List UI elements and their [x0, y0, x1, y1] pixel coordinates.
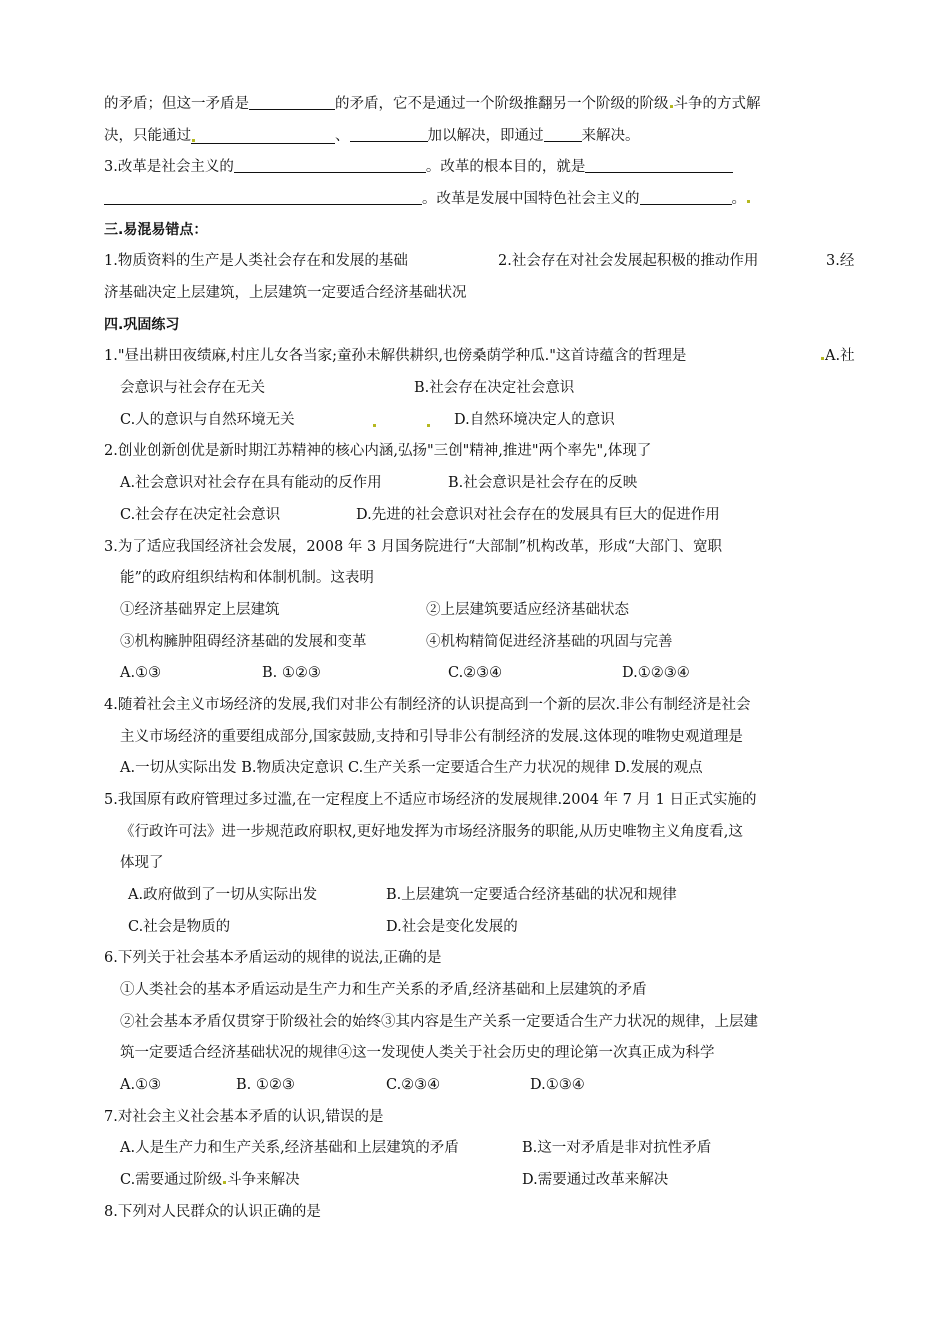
- text: 1.物质资料的生产是人类社会存在和发展的基础: [104, 253, 408, 269]
- text: 3.改革是社会主义的: [104, 159, 234, 175]
- text: 3.经: [826, 253, 855, 269]
- q6-statement-2: ②社会基本矛盾仅贯穿于阶级社会的始终③其内容是生产关系一定要适合生产力状况的规律，上层建: [120, 1014, 758, 1030]
- text: 的矛盾，它不是通过一个阶级推翻另一个阶级的阶级: [335, 96, 669, 112]
- text: 决，只能通过: [104, 128, 191, 144]
- q7-option-b: B.这一对矛盾是非对抗性矛盾: [522, 1140, 712, 1156]
- q7-option-d: D.需要通过改革来解决: [522, 1172, 669, 1188]
- text: 2.社会存在对社会发展起积极的推动作用: [498, 253, 759, 269]
- answer-blank: [585, 157, 733, 173]
- q6-option-b: B. ①②③: [236, 1077, 295, 1093]
- section-3-title: 三.易混易错点：: [104, 222, 208, 238]
- q2-option-d: D.先进的社会意识对社会存在的发展具有巨大的促进作用: [356, 507, 720, 523]
- q3-answers: [120, 663, 690, 683]
- q7-stem: 7.对社会主义社会基本矛盾的认识,错误的是: [104, 1109, 384, 1125]
- q1-line-3: [120, 410, 615, 430]
- text: 加以解决，即通过: [427, 128, 544, 144]
- fill-blank-line-4: [104, 189, 751, 209]
- q4-options: A.一切从实际出发 B.物质决定意识 C.生产关系一定要适合生产力状况的规律 D.发展的观点: [120, 760, 703, 776]
- q2-stem: 2.创业创新创优是新时期江苏精神的核心内涵,弘扬"三创"精神,推进"两个率先",体现了: [104, 443, 652, 459]
- answer-blank: [104, 189, 422, 205]
- q4-stem-1: 4.随着社会主义市场经济的发展,我们对非公有制经济的认识提高到一个新的层次.非公有制经济是社会: [104, 697, 751, 713]
- q5-option-d: D.社会是变化发展的: [386, 919, 518, 935]
- q5-stem-2: 《行政许可法》进一步规范政府职权,更好地发挥为市场经济服务的职能,从历史唯物主义角度看,这: [120, 824, 743, 840]
- q6-answers: [120, 1075, 585, 1095]
- answer-blank: [191, 128, 335, 144]
- q6-statement-3: 筑一定要适合经济基础状况的规律④这一发现使人类关于社会历史的理论第一次真正成为科学: [120, 1045, 715, 1061]
- q3-option-d: D.①②③④: [622, 665, 690, 681]
- q2-line-3: [120, 505, 720, 525]
- section-3-line-1: [104, 251, 860, 271]
- answer-blank: [249, 94, 335, 110]
- text: 斗争来解决: [227, 1172, 300, 1188]
- dot-mark: [747, 200, 750, 203]
- q1-option-c: C.人的意识与自然环境无关: [120, 412, 295, 428]
- q5-stem-1: 5.我国原有政府管理过多过滥,在一定程度上不适应市场经济的发展规律.2004 年 7 月 1 日正式实施的: [104, 792, 757, 808]
- dot-mark: [821, 357, 824, 360]
- q2-option-a: A.社会意识对社会存在具有能动的反作用: [120, 475, 382, 491]
- q2-option-b: B.社会意识是社会存在的反映: [448, 475, 638, 491]
- q3-option-c: C.②③④: [448, 665, 503, 681]
- q6-option-a: A.①③: [120, 1077, 162, 1093]
- fill-blank-line-2: [104, 126, 640, 146]
- dot-mark: [427, 424, 430, 427]
- q1-line-2: [120, 378, 575, 398]
- dot-mark: [670, 105, 673, 108]
- text: 。: [731, 191, 746, 207]
- text: 1."昼出耕田夜绩麻,村庄儿女各当家;童孙未解供耕织,也傍桑荫学种瓜."这首诗蕴含的哲理是: [104, 348, 687, 364]
- q7-line-3: [120, 1170, 669, 1190]
- q1-option-d: D.自然环境决定人的意识: [454, 412, 615, 428]
- q7-option-a: A.人是生产力和生产关系,经济基础和上层建筑的矛盾: [120, 1140, 459, 1156]
- dot-mark: [192, 139, 195, 142]
- q5-stem-3: 体现了: [120, 855, 164, 871]
- q3-statement-4: ④机构精简促进经济基础的巩固与完善: [426, 634, 673, 650]
- text: 斗争的方式解: [673, 96, 761, 112]
- q3-stem-1: 3.为了适应我国经济社会发展，2008 年 3 月国务院进行“大部制”机构改革，形成“大部门、宽职: [104, 539, 723, 555]
- fill-blank-line-3: [104, 157, 733, 177]
- q5-option-b: B.上层建筑一定要适合经济基础的状况和规律: [386, 887, 677, 903]
- q5-option-a: A.政府做到了一切从实际出发: [128, 887, 318, 903]
- q5-option-c: C.社会是物质的: [128, 919, 231, 935]
- q3-option-b: B. ①②③: [262, 665, 321, 681]
- q3-options-row-2: [120, 632, 673, 652]
- answer-blank: [234, 157, 426, 173]
- q3-option-a: A.①③: [120, 665, 162, 681]
- answer-blank: [350, 126, 428, 142]
- text: 的矛盾；但这一矛盾是: [104, 96, 249, 112]
- q1-option-a: A.社: [825, 348, 855, 364]
- q1-stem: [104, 346, 855, 366]
- q5-line-5: [128, 917, 518, 937]
- q6-option-d: D.①③④: [530, 1077, 585, 1093]
- section-3-line-2: 济基础决定上层建筑，上层建筑一定要适合经济基础状况: [104, 285, 467, 301]
- text: 。改革的根本目的，就是: [425, 159, 586, 175]
- q1-option-b: B.社会存在决定社会意识: [414, 380, 575, 396]
- dot-mark: [223, 1181, 226, 1184]
- fill-blank-line-1: [104, 94, 761, 114]
- q3-statement-1: ①经济基础界定上层建筑: [120, 602, 280, 618]
- q6-stem: 6.下列关于社会基本矛盾运动的规律的说法,正确的是: [104, 950, 442, 966]
- q6-statement-1: ①人类社会的基本矛盾运动是生产力和生产关系的矛盾,经济基础和上层建筑的矛盾: [120, 982, 647, 998]
- q6-option-c: C.②③④: [386, 1077, 441, 1093]
- q7-option-c: [120, 1172, 300, 1188]
- text: 来解决。: [581, 128, 640, 144]
- dot-mark: [373, 424, 376, 427]
- text: 、: [335, 128, 350, 144]
- q3-stem-2: 能”的政府组织结构和体制机制。这表明: [120, 570, 374, 586]
- q7-line-2: [120, 1138, 712, 1158]
- answer-blank: [640, 189, 732, 205]
- q3-statement-2: ②上层建筑要适应经济基础状态: [426, 602, 629, 618]
- q8-stem: 8.下列对人民群众的认识正确的是: [104, 1204, 321, 1220]
- q2-option-c: C.社会存在决定社会意识: [120, 507, 281, 523]
- q3-statement-3: ③机构臃肿阻碍经济基础的发展和变革: [120, 634, 367, 650]
- q5-line-4: [128, 885, 677, 905]
- q4-stem-2: 主义市场经济的重要组成部分,国家鼓励,支持和引导非公有制经济的发展.这体现的唯物史观道理是: [120, 729, 743, 745]
- section-4-title: 四.巩固练习: [104, 317, 180, 333]
- q3-options-row-1: [120, 600, 629, 620]
- answer-blank: [544, 126, 582, 142]
- text: 。改革是发展中国特色社会主义的: [422, 191, 640, 207]
- q2-line-2: [120, 473, 638, 493]
- text: C.需要通过阶级: [120, 1172, 223, 1188]
- text: 会意识与社会存在无关: [120, 380, 265, 396]
